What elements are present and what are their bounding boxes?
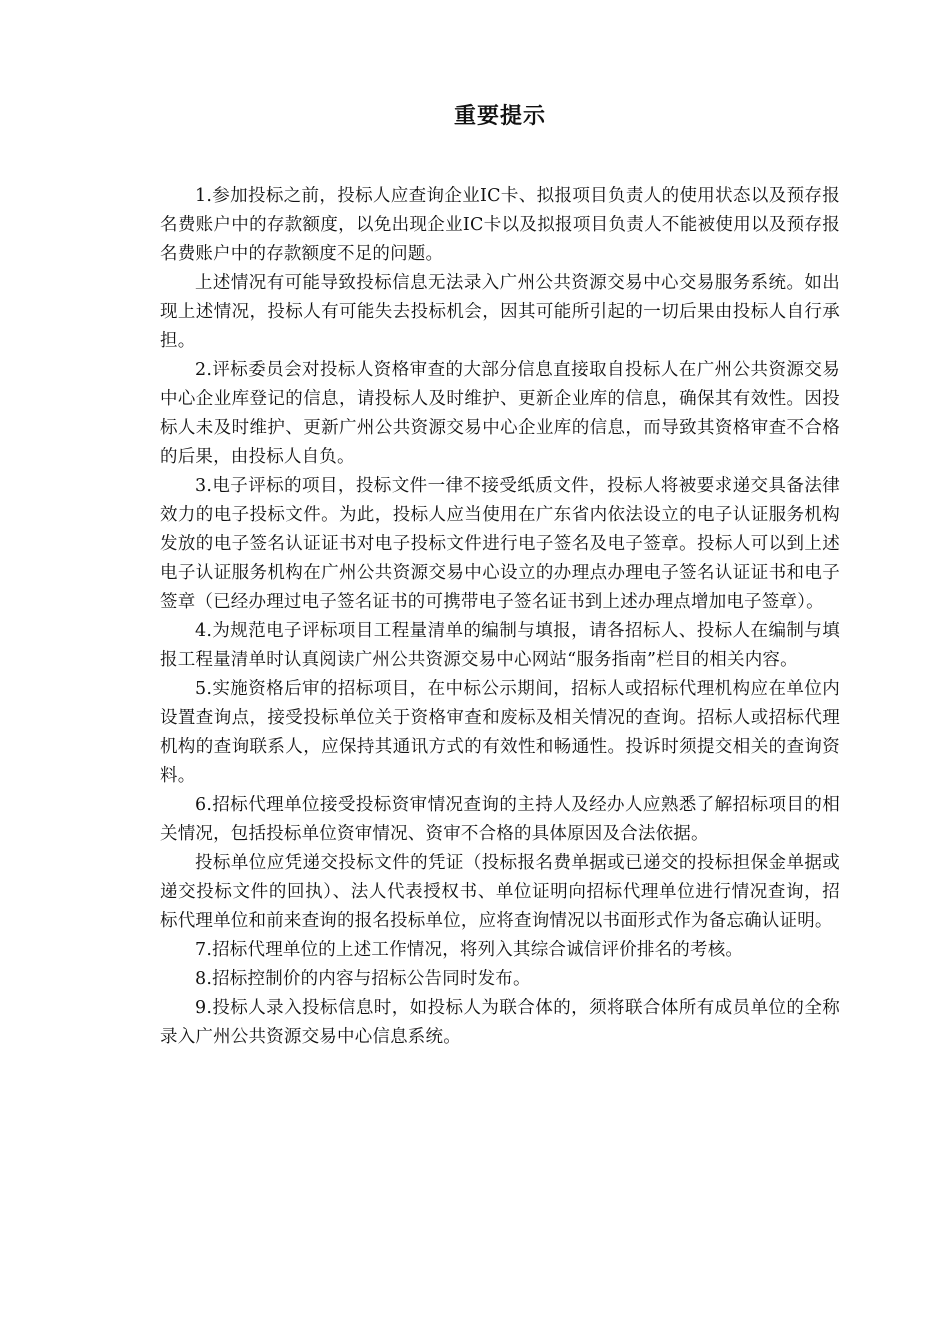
notice-paragraph-3: 3.电子评标的项目，投标文件一律不接受纸质文件，投标人将被要求递交具备法律效力的电子投标文件。为此，投标人应当使用在广东省内依法设立的电子认证服务机构发放的电子签名认证证书对电子投标文件进行电子签名及电子签章。投标人可以到上述电子认证服务机构在广州公共资源交易中心设立的办理点办理电子签名认证证书和电子签章（已经办理过电子签名证书的可携带电子签名证书到上述办理点增加电子签章）。 [160, 476, 840, 612]
notice-paragraph-2: 2.评标委员会对投标人资格审查的大部分信息直接取自投标人在广州公共资源交易中心企业库登记的信息，请投标人及时维护、更新企业库的信息，确保其有效性。因投标人未及时维护、更新广州公共资源交易中心企业库的信息，而导致其资格审查不合格的后果，由投标人自负。 [160, 360, 840, 467]
notice-paragraph-8: 8.招标控制价的内容与招标公告同时发布。 [195, 969, 531, 989]
notice-paragraph-6: 6.招标代理单位接受投标资审情况查询的主持人及经办人应熟悉了解招标项目的相关情况，包括投标单位资审情况、资审不合格的具体原因及合法依据。 [160, 795, 840, 844]
notice-paragraph-1-continued: 上述情况有可能导致投标信息无法录入广州公共资源交易中心交易服务系统。如出现上述情况，投标人有可能失去投标机会，因其可能所引起的一切后果由投标人自行承担。 [160, 273, 840, 351]
notice-paragraph-1: 1.参加投标之前，投标人应查询企业IC卡、拟报项目负责人的使用状态以及预存报名费账户中的存款额度，以免出现企业IC卡以及拟报项目负责人不能被使用以及预存报名费账户中的存款额度不足的问题。 [160, 186, 840, 264]
notice-paragraph-9: 9.投标人录入投标信息时，如投标人为联合体的，须将联合体所有成员单位的全称录入广州公共资源交易中心信息系统。 [160, 998, 840, 1047]
notice-paragraph-7: 7.招标代理单位的上述工作情况，将列入其综合诚信评价排名的考核。 [195, 940, 744, 960]
notice-paragraph-4: 4.为规范电子评标项目工程量清单的编制与填报，请各招标人、投标人在编制与填报工程量清单时认真阅读广州公共资源交易中心网站“服务指南”栏目的相关内容。 [160, 621, 840, 670]
notice-paragraph-6-continued: 投标单位应凭递交投标文件的凭证（投标报名费单据或已递交的投标担保金单据或递交投标文件的回执）、法人代表授权书、单位证明向招标代理单位进行情况查询，招标代理单位和前来查询的报名投标单位，应将查询情况以书面形式作为备忘确认证明。 [160, 853, 840, 931]
notice-paragraph-5: 5.实施资格后审的招标项目，在中标公示期间，招标人或招标代理机构应在单位内设置查询点，接受投标单位关于资格审查和废标及相关情况的查询。招标人或招标代理机构的查询联系人，应保持其通讯方式的有效性和畅通性。投诉时须提交相关的查询资料。 [160, 679, 840, 786]
page-title: 重要提示 [453, 104, 546, 129]
document-page [160, 90, 840, 1052]
